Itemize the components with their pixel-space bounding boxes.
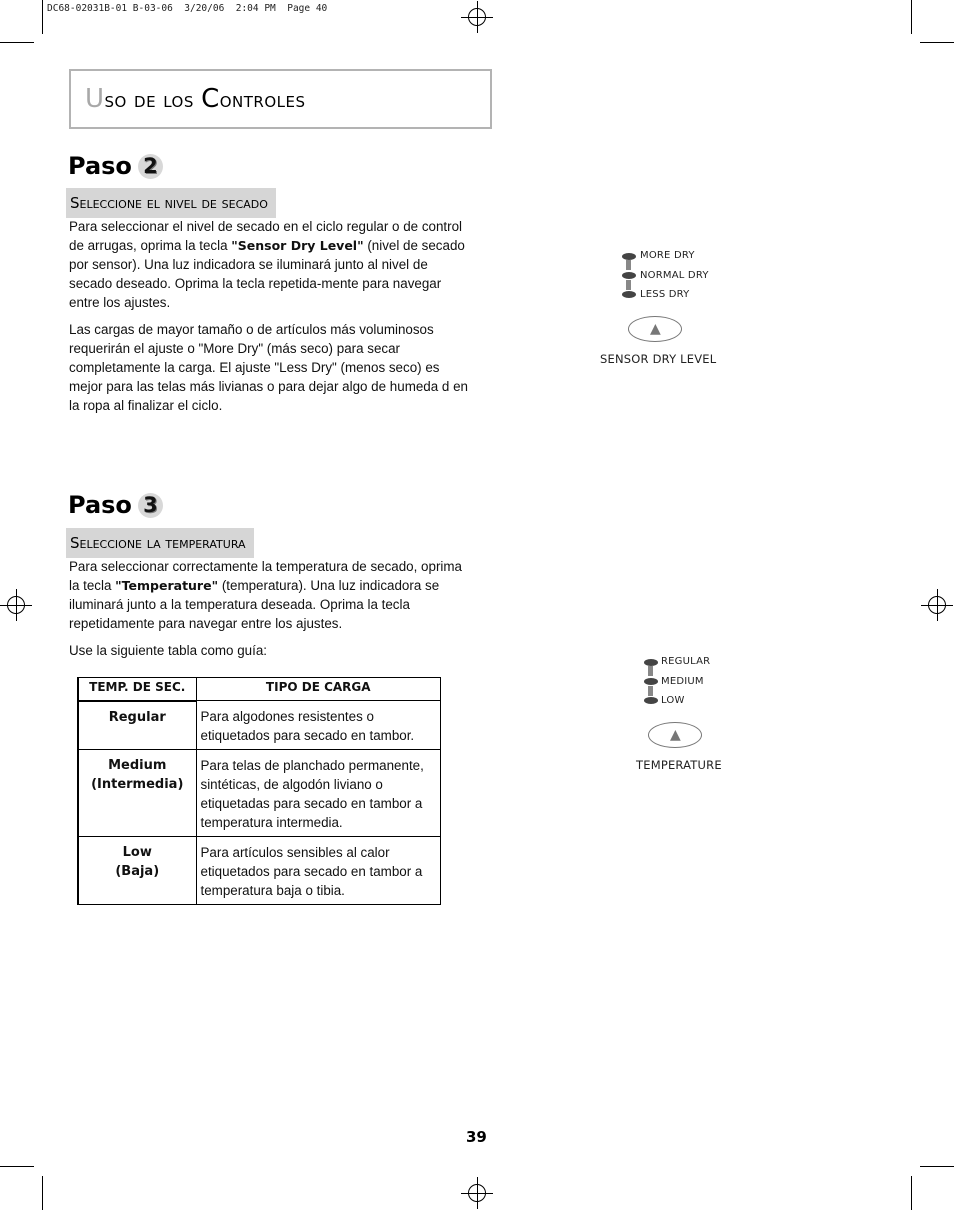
temperature-label: TEMPERATURE [636,758,722,772]
table-header-load-type: TIPO DE CARGA [196,678,441,701]
text: (nivel de secado por sensor). Una luz indicadora se iluminará junto al nivel de secado deseado. Oprima la tecla repetida-mente para navegar entre los ajustes. [69,238,465,310]
text: Para seleccionar el nivel de secado en el ciclo regular o de control de arrugas, oprima la tecla [69,219,463,253]
crop-mark [0,1166,34,1167]
temperature-panel [636,654,746,779]
title-initial-2: C [201,84,220,114]
sensor-dry-level-panel [600,248,740,373]
crop-mark [920,1166,954,1167]
table-row [78,701,441,750]
step-label: Paso [68,152,132,180]
crop-mark [42,1176,43,1210]
indicator-light-icon [644,697,658,704]
indicator-light-icon [622,272,636,279]
temp-translation: (Intermedia) [91,777,184,792]
step-3-title [68,491,163,519]
registration-mark-icon [468,8,486,26]
arrow-up-icon: ▲ [670,727,681,743]
step-label: Paso [68,491,132,519]
step-3-paragraph-2: Use la siguiente tabla como guía: [69,643,268,658]
level-label-low: LOW [661,695,685,706]
table-row [78,750,441,837]
table-header-row [78,678,441,701]
indicator-light-icon [622,253,636,260]
indicator-bar-icon [648,666,653,676]
table-row [78,837,441,905]
step-number-badge: 3 [138,493,163,518]
crop-mark [911,1176,912,1210]
key-name: "Sensor Dry Level" [231,238,364,253]
registration-mark-icon [468,1184,486,1202]
page-number: 39 [466,1128,487,1146]
crop-mark [920,42,954,43]
temperature-button[interactable] [648,722,702,748]
registration-mark-icon [7,596,25,614]
load-description: Para algodones resistentes o etiquetados para secado en tambor. [196,701,441,750]
printer-slug: DC68-02031B-01 B-03-06 3/20/06 2:04 PM Page 40 [47,3,328,14]
level-label-more-dry: MORE DRY [640,250,695,261]
section-heading-temperature: Seleccione la temperatura [66,528,254,558]
indicator-bar-icon [626,260,631,270]
sensor-dry-level-button[interactable] [628,316,682,342]
temp-name: Medium [108,758,167,773]
text: Para seleccionar correctamente la temperatura de secado, oprima la tecla [69,559,462,593]
step-3-paragraph-1 [69,557,469,633]
temp-name: Low [122,845,152,860]
temp-name: Regular [108,709,166,725]
registration-mark-icon [928,596,946,614]
level-label-less-dry: LESS DRY [640,289,690,300]
load-description: Para telas de planchado permanente, sintéticas, de algodón liviano o etiquetadas para secado en tambor a temperatura intermedia. [196,750,441,837]
text: (temperatura). Una luz indicadora se iluminará junto a la temperatura deseada. Oprima la tecla repetidamente para navegar entre los ajustes. [69,578,440,631]
title-initial: U [85,84,105,114]
step-number-badge: 2 [138,154,163,179]
crop-mark [0,42,34,43]
temp-cell [78,750,196,837]
key-name: "Temperature" [115,578,219,593]
indicator-light-icon [622,291,636,298]
temperature-guide-table [77,677,441,905]
indicator-light-icon [644,659,658,666]
title-text-end: ontroles [219,88,306,112]
arrow-up-icon: ▲ [650,321,661,337]
page-title-box [69,69,492,129]
page-title [85,84,306,114]
indicator-bar-icon [626,280,631,290]
step-2-paragraph-1 [69,217,469,312]
load-description: Para artículos sensibles al calor etiquetados para secado en tambor a temperatura baja o tibia. [196,837,441,905]
indicator-light-icon [644,678,658,685]
level-label-medium: MEDIUM [661,676,704,687]
section-heading-dry-level: Seleccione el nivel de secado [66,188,276,218]
temp-translation: (Baja) [115,864,160,879]
title-text: so de los [104,88,202,112]
crop-mark [911,0,912,34]
sensor-dry-level-label: SENSOR DRY LEVEL [600,352,717,366]
temp-cell [78,701,196,750]
level-label-normal-dry: NORMAL DRY [640,270,709,281]
table-header-temp: TEMP. DE SEC. [78,678,196,701]
level-label-regular: REGULAR [661,656,711,667]
indicator-bar-icon [648,686,653,696]
temp-cell [78,837,196,905]
step-2-title [68,152,163,180]
crop-mark [42,0,43,34]
step-2-paragraph-2: Las cargas de mayor tamaño o de artículos más voluminosos requerirán el ajuste o "More Dry" (más seco) para secar completamente la carga. El ajuste "Less Dry" (menos seco) es mejor para las telas más livianas o para dejar algo de humeda d en la ropa al finalizar el ciclo. [69,322,468,413]
